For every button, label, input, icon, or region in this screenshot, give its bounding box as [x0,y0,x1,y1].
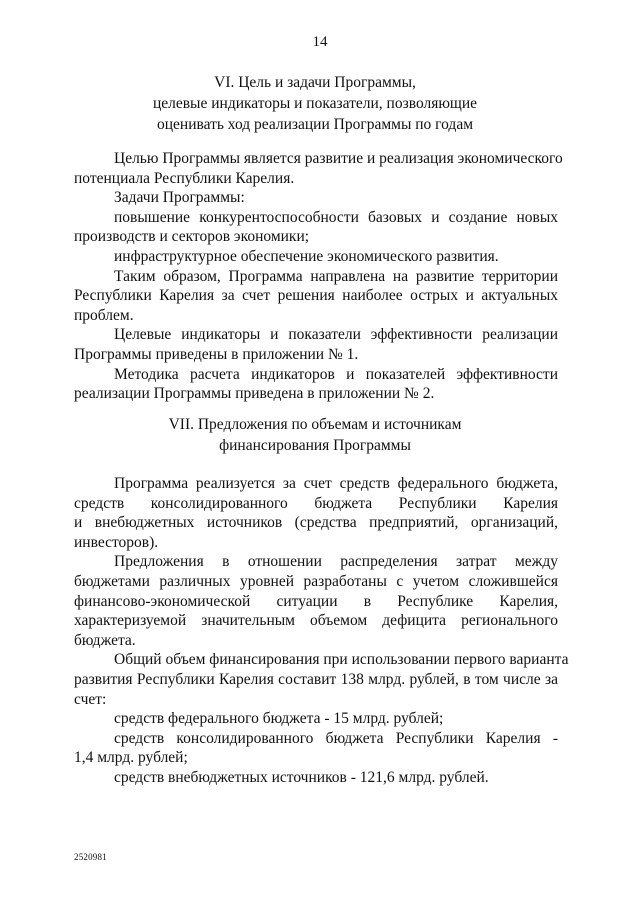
page-number: 14 [312,34,328,50]
task-1-paragraph [74,208,558,247]
consolidated-budget-item [74,729,558,768]
methodology-paragraph [74,365,558,404]
text-line: Целевые индикаторы и показатели эффективности реализации [114,326,558,344]
total-financing-paragraph [74,650,569,709]
text-line: проблем. [74,306,134,324]
text-line: реализации Программы приведена в приложении № 2. [74,385,435,403]
text-line: характеризуемой значительным объемом дефицита регионального [74,612,558,630]
text-line: бюджета. [74,631,136,649]
task-2-paragraph [74,247,558,267]
tasks-heading-paragraph [74,188,558,208]
text-line: Программы приведены в приложении № 1. [74,345,359,363]
text-line: средств консолидированного бюджета Республики Карелия - [114,729,558,747]
text-line: инфраструктурное обеспечение экономического развития. [114,247,499,265]
proposals-paragraph [74,552,558,650]
text-line: 1,4 млрд. рублей; [74,749,188,767]
text-line: Общий объем финансирования при использовании первого варианта [114,651,569,669]
section-7-heading [70,414,560,456]
text-line: финансово-экономической ситуации в Республике Карелия, [74,592,558,610]
text-line: Таким образом, Программа направлена на развитие территории [114,267,558,285]
section-6-title-line: VI. Цель и задачи Программы, [214,74,416,91]
text-line: средств федерального бюджета - 15 млрд. рублей; [114,710,444,728]
document-id: 2520981 [74,852,107,862]
text-line: Задачи Программы: [114,189,245,207]
federal-budget-item [74,709,558,729]
text-line: Республики Карелия за счет решения наиболее острых и актуальных [74,287,558,305]
text-line: бюджетами различных уровней разработаны с учетом сложившейся [74,572,558,590]
text-line: Целью Программы является развитие и реализация экономического [114,150,563,167]
text-line: счет: [74,690,107,708]
section-6-heading [70,72,560,135]
text-line: производств и секторов экономики; [74,228,310,246]
text-line: повышение конкурентоспособности базовых и создание новых [114,208,558,226]
goal-paragraph [74,149,563,188]
text-line: Методика расчета индикаторов и показателей эффективности [114,365,558,383]
section-7-body [74,474,569,788]
text-line: потенциала Республики Карелия. [74,169,295,187]
sources-paragraph [74,474,558,552]
section-6-title-line: оценивать ход реализации Программы по годам [156,116,474,133]
text-line: Программа реализуется за счет средств федерального бюджета, [114,475,558,492]
section-7-title-line: финансирования Программы [219,437,411,454]
section-7-title-line: VII. Предложения по объемам и источникам [168,416,462,433]
text-line: и внебюджетных источников (средства предприятий, организаций, [74,514,558,532]
section-6-body [74,149,563,404]
indicators-paragraph [74,325,558,364]
extrabudgetary-item [74,768,558,788]
text-line: развития Республики Карелия составит 138 млрд. рублей, в том числе за [74,670,558,688]
summary-paragraph [74,267,558,326]
text-line: Предложения в отношении распределения затрат между [114,553,558,571]
text-line: инвесторов). [74,533,159,551]
section-6-title-line: целевые индикаторы и показатели, позволяющие [152,95,478,112]
text-line: средств внебюджетных источников - 121,6 млрд. рублей. [114,768,489,786]
text-line: средств консолидированного бюджета Республики Карелия [74,494,558,512]
